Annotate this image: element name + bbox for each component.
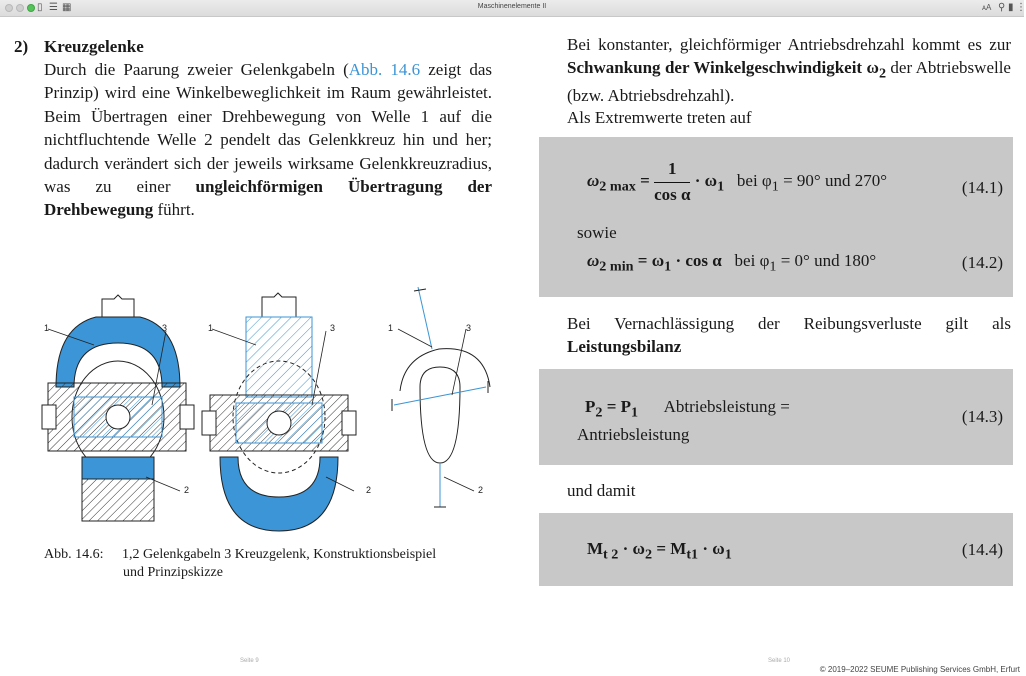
emphasis-text: Schwankung der Winkelgeschwindigkeit $\omega_2$ (567, 57, 887, 81)
section-title: Kreuzgelenke (44, 37, 144, 56)
intro-paragraph (567, 34, 1011, 107)
figure-label: 3 (162, 323, 168, 333)
window-titlebar (0, 0, 1024, 17)
figure-drawing (34, 287, 494, 537)
left-page (14, 36, 492, 222)
emphasis-text: ungleichförmigen Übertragung der Drehbewegung (44, 177, 492, 220)
equation-box-1 (539, 137, 1013, 297)
equation-number: (14.4) (961, 540, 1003, 559)
text-size-icon[interactable]: ᴀA (982, 3, 992, 12)
figure-label: 2 (366, 485, 372, 495)
section-heading (14, 36, 492, 58)
bookmark-icon[interactable]: ▮ (1008, 2, 1014, 13)
figure-label: 3 (330, 323, 336, 333)
equation-number: (14.3) (961, 407, 1003, 426)
equation-box-3 (539, 513, 1013, 586)
text-run: führt. (153, 200, 195, 220)
universal-joint-figure (34, 287, 494, 537)
right-page (567, 34, 1011, 130)
figure-reference-link[interactable]: Abb. 14.6 (348, 60, 421, 79)
grid-icon[interactable]: ▦ (62, 2, 72, 13)
fraction: $\frac{1}{\text{cos α}}$ (654, 159, 691, 204)
equation-number: (14.1) (961, 178, 1003, 197)
equation-14-4: $M_{t 2} \cdot \omega_2 = M_{t1} \cdot \omega_1$ (587, 539, 732, 563)
body-paragraph (44, 58, 492, 222)
text-run: zeigt das Prinzip) wird eine Winkelbeweglichkeit im Raum gewährleistet. Beim Übertragen einer Drehbewegung von Welle 1 auf die nichtfluchtende Welle 2 pendelt das Gelenkkreuz hin und her; dadurch verändert sich der jeweils wirksame Gelenkkreuzradius, was zu einer (44, 60, 493, 197)
joint-drawing-1 (42, 295, 194, 521)
text-run: Durch die Paarung zweier Gelenkgabeln ( (44, 60, 349, 79)
text-run: Bei konstanter, gleichförmiger Antriebsdrehzahl kommt es zur (567, 35, 1011, 54)
section-number: 2) (14, 37, 29, 56)
page-number-left: Seite 9 (240, 658, 259, 664)
text-run: Bei Vernachlässigung der Reibungsverluste gilt als (567, 314, 1011, 333)
more-icon[interactable]: ⋮ (1016, 2, 1026, 13)
figure-label: 3 (466, 323, 472, 333)
equation-14-3: $P_2 = P_1$ Abtriebsleistung = (585, 397, 790, 421)
figure-label: 1 (208, 323, 214, 333)
page-number-right: Seite 10 (768, 658, 791, 664)
list-icon[interactable]: ☰ (49, 2, 58, 13)
emphasis-text: Leistungsbilanz (567, 336, 682, 356)
equation-14-2: $\omega_{2 min} = \omega_1 \cdot \cos \alpha$ bei $\varphi_1 = 0^\circ$ und 180° (587, 251, 877, 275)
window-title: Maschinenelemente II (477, 3, 547, 10)
und-damit-text: und damit (567, 481, 636, 500)
sidebar-icon[interactable]: ▯ (37, 2, 43, 13)
intro-line: Als Extremwerte treten auf (567, 108, 752, 128)
text-run: der Abtriebswelle (bzw. Abtriebsdrehzahl). (567, 57, 1011, 105)
equation-box-2 (539, 369, 1013, 465)
search-icon[interactable]: ⚲ (998, 2, 1006, 13)
figure-label: 1 (44, 323, 50, 333)
caption-text: 1,2 Gelenkgabeln 3 Kreuzgelenk, Konstruktionsbeispiel (122, 547, 437, 562)
equation-text: Antriebsleistung (577, 425, 690, 444)
caption-text: und Prinzipskizze (123, 565, 223, 580)
caption-number: Abb. 14.6: (44, 547, 104, 562)
figure-caption (44, 546, 494, 582)
figure-label: 2 (478, 485, 484, 495)
equation-14-1: $\omega_{2 max}$ = $\frac{1}{\text{cos α}}$ · $\omega_1$ bei $\varphi_1 = 90^\circ$ und 270° (587, 159, 888, 204)
figure-label: 1 (388, 323, 394, 333)
joint-principle-sketch (392, 287, 490, 507)
sowie-text: sowie (577, 223, 617, 242)
power-balance-paragraph (567, 313, 1011, 358)
copyright-text: © 2019–2022 SEUME Publishing Services GmbH, Erfurt (819, 665, 1020, 674)
equation-number: (14.2) (961, 253, 1003, 272)
figure-label: 2 (184, 485, 190, 495)
